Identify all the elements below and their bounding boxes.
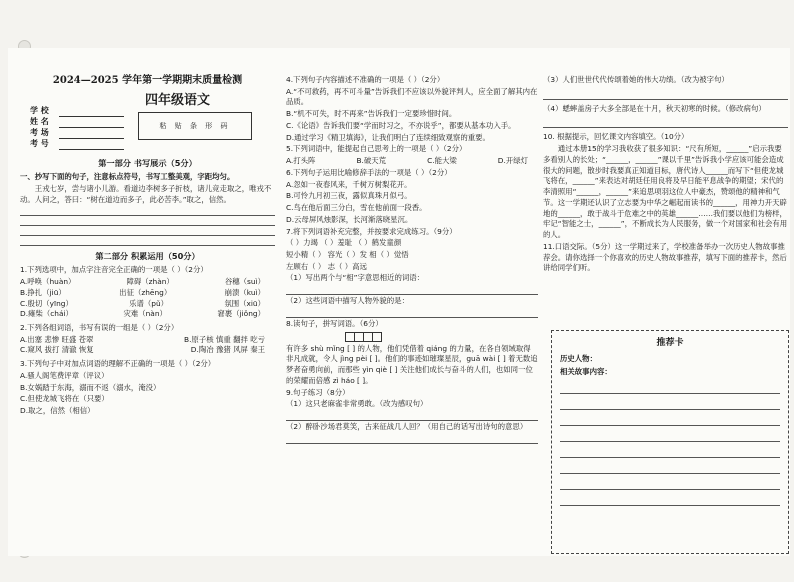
column-left <box>20 48 275 556</box>
q3-option-b: B.女娲踏于东海，溺而不返（溺水，淹没） <box>20 382 161 392</box>
part2-heading: 第二部分 积累运用（50分） <box>95 251 200 262</box>
q3-option-c: C.但使龙城飞将在（只要） <box>20 394 109 404</box>
q3-stem: 3.下列句子中对加点词语的理解不正确的一项是（ ）（2分） <box>20 359 216 369</box>
q3-option-d: D.取之，信然（相信） <box>20 406 95 416</box>
q4-option-b: B.“机不可失，时不再来”告诉我们一定要珍惜时间。 <box>286 109 457 119</box>
card-content-label: 相关故事内容： <box>560 366 612 376</box>
pinyin-grid[interactable] <box>346 332 382 342</box>
q5-stem: 5.下列词语中，能提起自己思考上的一项是（ ）（2分） <box>286 144 467 154</box>
q6-option-a: A.忽如一夜春风来，千树万树梨花开。 <box>286 179 412 189</box>
exam-sheet <box>8 48 790 556</box>
q9-answer-line[interactable] <box>286 434 538 444</box>
q7-answer-line[interactable] <box>286 285 538 295</box>
q1-stem: 1.下列选项中，加点字注音完全正确的一项是（ ）（2分） <box>20 265 208 275</box>
q6-option-c: C.鸟在他后面三分白，雪在他前面一段香。 <box>286 203 427 213</box>
q5-option-a: A.打头阵 <box>286 156 316 166</box>
q3-option-a: A.骚人阁笔费评章（评议） <box>20 370 109 380</box>
q6-option-d: D.云母屏风烛影深，长河渐落晓星沉。 <box>286 214 413 224</box>
q7-row[interactable]: （ ）力竭 （ ）羞耻 （ ）鹤发童颜 <box>286 238 402 248</box>
part1-instruction: 一、抄写下面的句子，注意标点符号，书写工整美观，字距均匀。 <box>20 172 235 182</box>
q4-option-d: D.通过学习《精卫填海》，让我们明白了连续细致观察的重要。 <box>286 132 490 142</box>
item4-answer-lines[interactable] <box>543 115 788 128</box>
item3-answer-lines[interactable] <box>543 87 788 100</box>
item3-text: （3）人们世世代代传颂着她的伟大功绩。（改为被字句） <box>543 75 729 84</box>
q2-option-c: C.窥风 拔打 清澈 恢复 <box>20 345 94 355</box>
part1-passage: 王戎七岁，尝与诸小儿游。看道边李树多子折枝，诸儿竞走取之，唯戎不动。人问之，答曰：“树在道边而多子，此必苦李。”取之，信然。 <box>20 183 272 204</box>
q9-stem: 9.句子练习（8分） <box>286 387 350 397</box>
q1-option-d: D.瘫柴（chái） 灾难（nàn） 窘裹（jiǒng） <box>20 309 265 319</box>
q2-option-d: D.陶冶 豫猪 风屏 秦王 <box>190 345 265 355</box>
recommendation-card[interactable] <box>551 330 789 554</box>
student-info <box>30 106 130 150</box>
q9-sub1: （1）这只老麻雀非常勇敢。（改为感叹句） <box>286 399 428 409</box>
q7-stem: 7.将下列词语补充完整，并按要求完成练习。（9分） <box>286 226 457 236</box>
field-room[interactable]: 考 场 <box>30 128 130 139</box>
q1-option-a: A.呼唤（huàn） 障碍（zhàn） 谷穗（suì） <box>20 277 265 287</box>
column-middle <box>286 48 538 582</box>
q10-stem: 10. 根据提示，回忆课文内容填空。（10分） <box>543 132 689 142</box>
copy-lines[interactable] <box>20 206 275 246</box>
exam-subtitle: 四年级语文 <box>144 92 210 108</box>
q7-row[interactable]: 短小精（ ） 容光（ ）发 相（ ）觉悟 <box>286 250 409 260</box>
q8-text: 有许多 shù mǐng [ ] 的人物，他们凭借着 qiáng 的力量，在各自领域取得非凡成就，令人 jìng pèi [ ]。他们的事迹如璀璨星辰，guā wài [ ] 着无数追梦者奋勇向前，而那些 yìn qiè [ ] 关注他们成长与奋斗的人们，也如同一位的荣耀而倍感 zì háo [ ]。 <box>286 343 538 385</box>
card-lines[interactable] <box>552 378 788 506</box>
q5-option-c: C.能大梁 <box>427 156 457 166</box>
q7-sub1: （1）写出两个与“相”字意思相近的词语： <box>286 273 425 283</box>
field-name[interactable]: 姓 名 <box>30 117 130 128</box>
q7-sub2: （2）这些词语中描写人物外貌的是： <box>286 296 409 306</box>
part1-heading: 第一部分 书写展示（5分） <box>98 158 197 169</box>
column-right <box>543 48 788 582</box>
q2-option-b: B.原子核 慎重 翻拌 吃亏 <box>184 334 265 344</box>
field-number[interactable]: 考 号 <box>30 139 130 150</box>
q6-option-b: B.可怜九月初三夜，露似真珠月似弓。 <box>286 191 412 201</box>
q7-row[interactable]: 左顾右（ ） 志（ ）高远 <box>286 261 367 271</box>
card-title: 推荐卡 <box>656 338 684 348</box>
q4-option-a: A.“不可救药，再不可斗量”告诉我们不应该以外貌评判人，应全面了解其内在品质。 <box>286 86 538 107</box>
q7-answer-line[interactable] <box>286 308 538 318</box>
q9-answer-line[interactable] <box>286 411 538 421</box>
q5-option-b: B.破天荒 <box>356 156 387 166</box>
q6-stem: 6.下列句子运用比喻修辞手法的一项是（ ）（2分） <box>286 167 452 177</box>
q1-option-b: B.挣扎（jiū） 出征（zhēng） 崩溃（kuì） <box>20 287 265 297</box>
q8-stem: 8.读句子，拼写词语。（6分） <box>286 318 383 328</box>
card-person-label: 历史人物： <box>560 354 597 364</box>
q10-text[interactable]: 通过本册15的学习我收获了很多知识：“尺有所短，______”启示我要多看别人的长处；“______，______”课以千里”告诉我小学应该可能会造成很大的问题，散步时我要真正知道目标，唐代诗人______而写下“但使龙城飞将在，______”来表达对胡廷任用良将及早日能平息战争的期望；宋代的李清照用“______，______”来追思项羽这位人中豪杰，赞颂他的精神和气节。这一学期还认识了立志要为中华之崛起而读书的______，用神力开天辟地的______，敢于战斗于危难之中的英雄______……我们要以他们为榜样，牢记“智能之士，______”，不断成长为人民服务，做一个对国家和社会有用的人。 <box>543 144 788 240</box>
q5-option-d: D.开绿灯 <box>497 156 528 166</box>
exam-title: 2024—2025 学年第一学期期末质量检测 <box>52 75 243 86</box>
field-school[interactable]: 学 校 <box>30 106 130 117</box>
q2-stem: 2.下列各组词语，书写有误的一组是（ ）（2分） <box>20 323 179 332</box>
barcode-box: 粘 贴 条 形 码 <box>138 112 252 140</box>
item4-text: （4）蟋蟀盖房子大多全部是在十月，秋天初寒的时候。（修改病句） <box>543 103 766 113</box>
q2-option-a: A.出塞 悲惨 旺盛 苍翠 <box>20 334 94 344</box>
q11-text: 11.口语交际。（5分）这一学期过来了，学校准备举办一次历史人物故事推荐会。请你选择一个你喜欢的历史人物故事推荐，填写下面的推荐卡，然后讲给同学们听。 <box>543 241 787 273</box>
q4-stem: 4.下列句子内容描述不准确的一项是（ ）（2分） <box>286 75 445 84</box>
q9-sub2: （2）醉卧沙场君莫笑，古来征战几人回？（用自己的话写出诗句的意思） <box>286 422 528 432</box>
q1-option-c: C.殷切（yīng） 乐谱（pǔ） 氛围（xiū） <box>20 298 265 308</box>
q4-option-c: C.《论语》告诉我们要“学而时习之，不亦说乎”，都要从基本功入手。 <box>286 120 516 130</box>
